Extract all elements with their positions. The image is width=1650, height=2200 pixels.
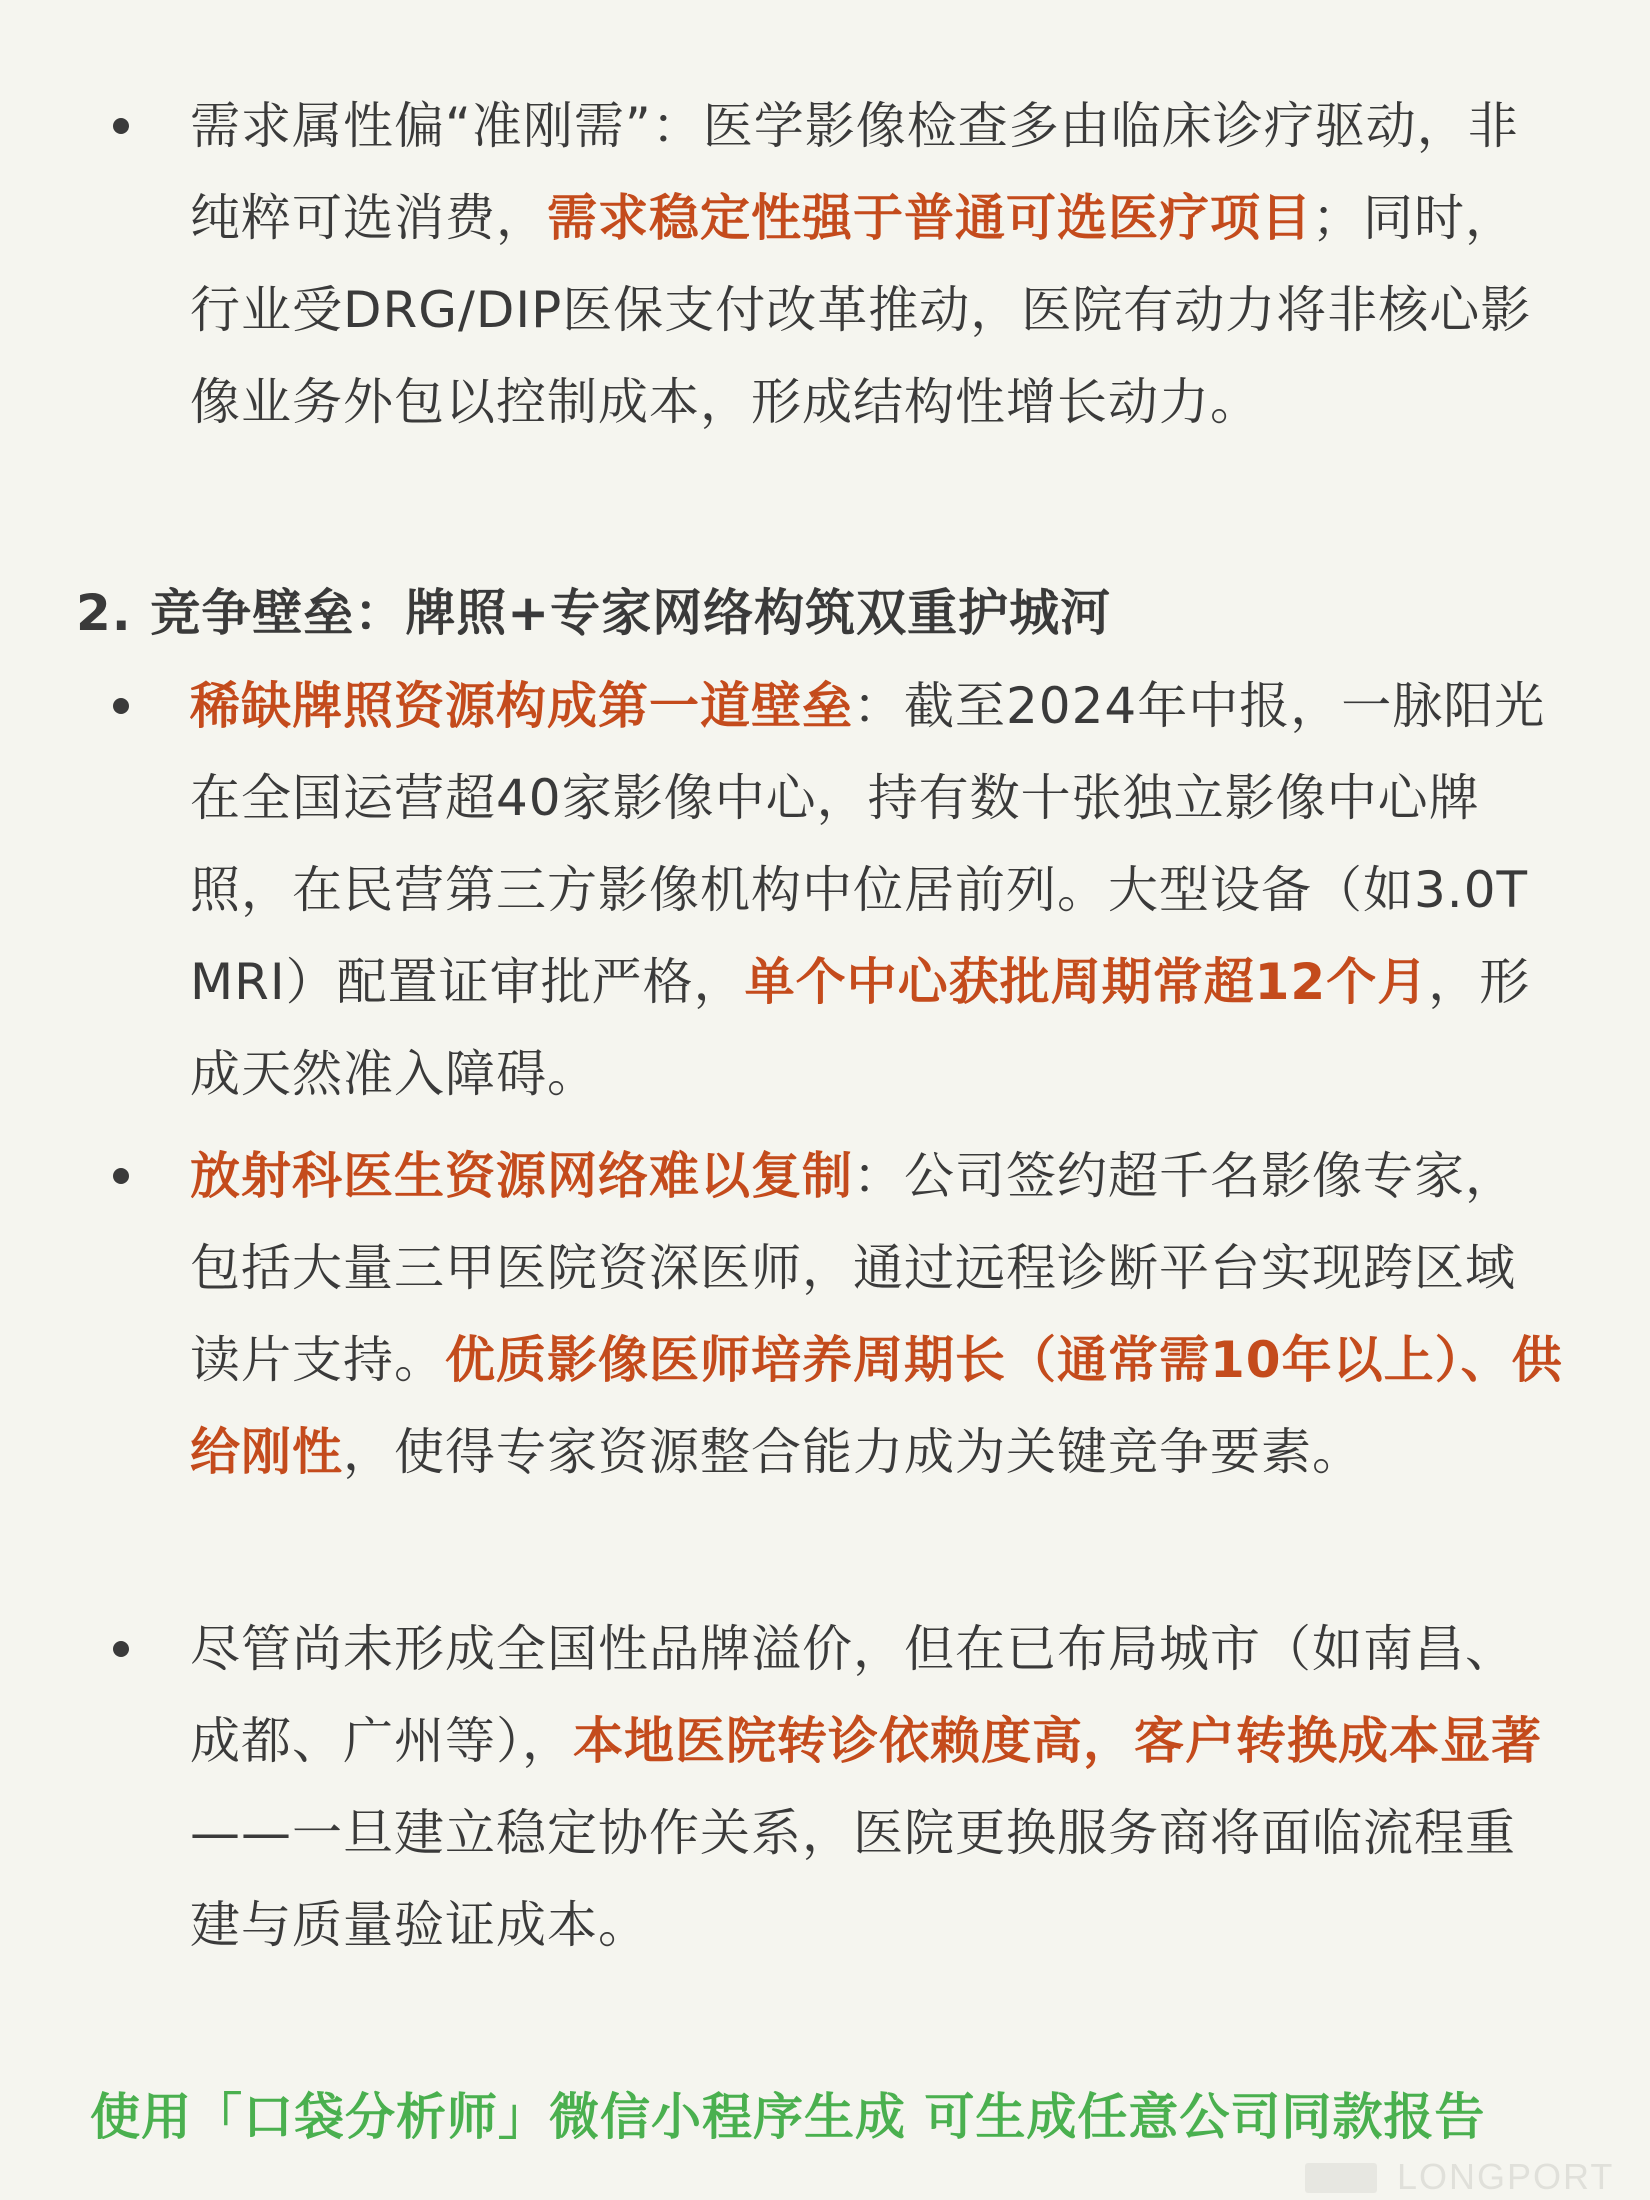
highlight-text: 放射科医生资源网络难以复制 (190, 1147, 853, 1205)
bullet-dot (113, 118, 129, 134)
highlight-text: 本地医院转诊依赖度高，客户转换成本显著 (573, 1712, 1542, 1770)
highlight-text: 稀缺牌照资源构成第一道壁垒 (190, 677, 853, 735)
body-text: ，使得专家资源整合能力成为关键竞争要素。 (343, 1423, 1363, 1481)
body-text: ，形成天然准入障碍。 (190, 953, 1531, 1103)
body-text: ；同时，行业受DRG/DIP医保支付改革推动，医院有动力将非核心影像业务外包以控制成本，形成结构性增长动力。 (190, 189, 1532, 431)
bullet-text (190, 1130, 1565, 1498)
highlight-text: 需求稳定性强于普通可选医疗项目 (547, 189, 1312, 247)
bullet-dot (113, 1168, 129, 1184)
body-text: 需求属性偏“准刚需”：医学影像检查多由临床诊疗驱动，非纯粹可选消费， (190, 97, 1519, 247)
bullet-dot (113, 1641, 129, 1657)
body-text: 尽管尚未形成全国性品牌溢价，但在已布局城市（如南昌、成都、广州等）， (190, 1620, 1516, 1770)
highlight-text: 优质影像医师培养周期长（通常需10年以上）、供给刚性 (190, 1331, 1563, 1481)
watermark-text: LONGPORT (1397, 2156, 1615, 2197)
body-text: ：公司签约超千名影像专家，包括大量三甲医院资深医师，通过远程诊断平台实现跨区域读片支持。 (190, 1147, 1516, 1389)
body-text: ——一旦建立稳定协作关系，医院更换服务商将面临流程重建与质量验证成本。 (190, 1804, 1516, 1954)
bullet-dot (113, 698, 129, 714)
bullet-text (190, 80, 1565, 448)
footer-promo-text: 使用「口袋分析师」微信小程序生成 可生成任意公司同款报告 (90, 2088, 1486, 2146)
watermark (1305, 2157, 1645, 2197)
bullet-text (190, 660, 1565, 1120)
section-heading: 2. 竞争壁垒：牌照+专家网络构筑双重护城河 (76, 584, 1112, 642)
highlight-text: 单个中心获批周期常超12个月 (744, 953, 1429, 1011)
body-text: ：截至2024年中报，一脉阳光在全国运营超40家影像中心，持有数十张独立影像中心牌照，在民营第三方影像机构中位居前列。大型设备（如3.0T MRI）配置证审批严格， (190, 677, 1546, 1011)
bullet-text (190, 1603, 1565, 1971)
watermark-logo-icon (1305, 2163, 1377, 2193)
